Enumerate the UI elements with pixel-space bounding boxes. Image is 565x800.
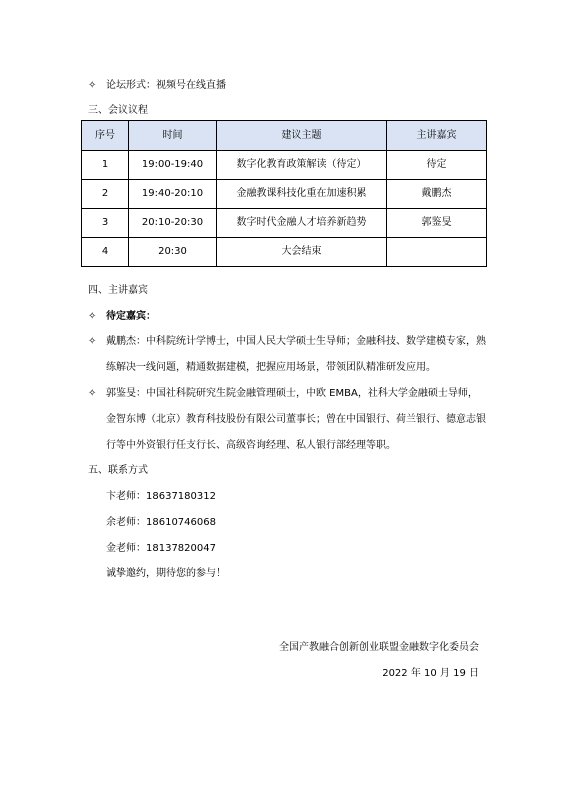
- speaker-bio-line: 金智东博（北京）教育科技股份有限公司董事长；曾在中国银行、荷兰银行、德意志银: [106, 414, 486, 425]
- bullet-icon: ✧: [88, 388, 97, 399]
- speaker-bio-line: 戴鹏杰：中科院统计学博士，中国人民大学硕士生导师；金融科技、数学建模专家，熟: [106, 336, 486, 347]
- cell-topic: 数字时代金融人才培养新趋势: [217, 209, 387, 238]
- table-row: [82, 209, 487, 238]
- speakers-heading: 四、主讲嘉宾: [88, 285, 148, 296]
- cell-time: 20:10-20:30: [129, 209, 217, 238]
- speaker-tbd: 待定嘉宾：: [106, 311, 156, 322]
- cell-time: 19:00-19:40: [129, 151, 217, 180]
- agenda-table: [81, 120, 487, 267]
- signature-date: 2022 年 10 月 19 日: [382, 668, 479, 679]
- cell-index: 2: [82, 180, 129, 209]
- bullet-icon: ✧: [88, 80, 97, 91]
- contact-heading: 五、联系方式: [88, 465, 148, 476]
- bullet-icon: ✧: [88, 336, 97, 347]
- cell-speaker: 待定: [387, 151, 487, 180]
- speaker-bio-line: 郭鉴旻：中国社科院研究生院金融管理硕士，中欧 EMBA，社科大学金融硕士导师，: [106, 388, 478, 399]
- cell-time: 20:30: [129, 238, 217, 267]
- cell-topic: 数字化教育政策解读（待定）: [217, 151, 387, 180]
- col-header-time: 时间: [129, 121, 217, 151]
- col-header-speaker: 主讲嘉宾: [387, 121, 487, 151]
- speaker-bio-line: 练解决一线问题，精通数据建模，把握应用场景，带领团队精准研发应用。: [106, 362, 436, 373]
- table-row: [82, 180, 487, 209]
- cell-topic: 金融教课科技化重在加速积累: [217, 180, 387, 209]
- bullet-icon: ✧: [88, 311, 97, 322]
- cell-index: 1: [82, 151, 129, 180]
- table-header-row: [82, 121, 487, 151]
- contact-person: 金老师：18137820047: [106, 543, 216, 554]
- col-header-topic: 建议主题: [217, 121, 387, 151]
- signature-org: 全国产教融合创新创业联盟金融数字化委员会: [279, 642, 479, 653]
- cell-index: 3: [82, 209, 129, 238]
- table-row: [82, 238, 487, 267]
- invitation-text: 诚挚邀约，期待您的参与！: [106, 568, 226, 579]
- agenda-heading: 三、会议议程: [88, 105, 148, 116]
- table-row: [82, 151, 487, 180]
- cell-speaker: 戴鹏杰: [387, 180, 487, 209]
- cell-speaker: 郭鉴旻: [387, 209, 487, 238]
- contact-person: 余老师：18610746068: [106, 517, 216, 528]
- cell-time: 19:40-20:10: [129, 180, 217, 209]
- forum-format-text: 论坛形式：视频号在线直播: [106, 80, 226, 91]
- cell-speaker: [387, 238, 487, 267]
- contact-person: 卞老师：18637180312: [106, 491, 216, 502]
- cell-index: 4: [82, 238, 129, 267]
- cell-topic: 大会结束: [217, 238, 387, 267]
- col-header-index: 序号: [82, 121, 129, 151]
- speaker-bio-line: 行等中外资银行任支行长、高级咨询经理、私人银行部经理等职。: [106, 440, 396, 451]
